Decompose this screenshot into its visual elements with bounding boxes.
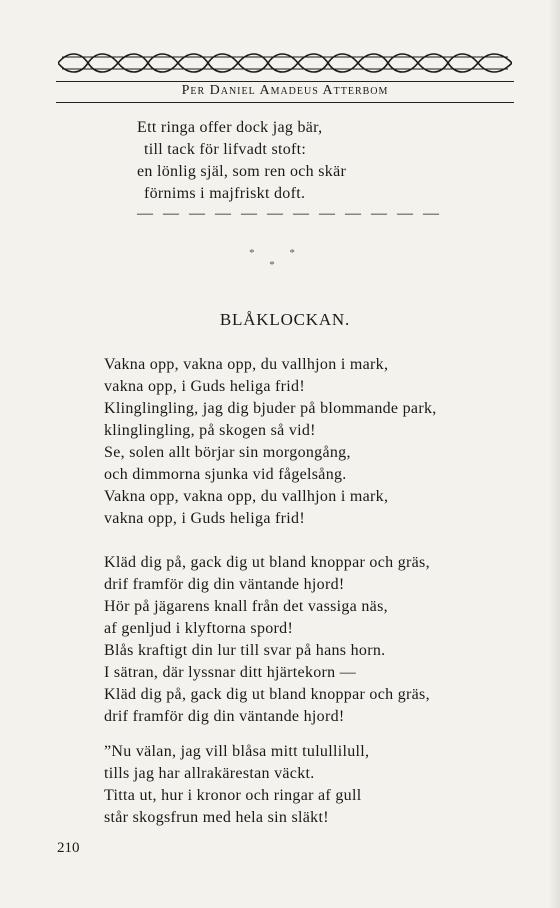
verse-line: Ett ringa offer dock jag bär,: [137, 119, 323, 136]
stanza-2: [104, 552, 430, 728]
header-rule-bottom: [56, 102, 514, 103]
page-edge-shadow: [548, 0, 560, 908]
intro-stanza: [137, 117, 346, 205]
verse-line: drif framför dig din väntande hjord!: [104, 576, 345, 593]
verse-line: Hör på jägarens knall från det vassiga näs,: [104, 598, 388, 615]
verse-line: ”Nu välan, jag vill blåsa mitt tulullilull,: [104, 743, 370, 760]
verse-line: I sätran, där lyssnar ditt hjärtekorn —: [104, 664, 357, 681]
verse-line: af genljud i klyftorna spord!: [104, 620, 294, 637]
verse-line: vakna opp, i Guds heliga frid!: [104, 510, 305, 527]
verse-line: Blås kraftigt din lur till svar på hans horn.: [104, 642, 386, 659]
verse-line: vakna opp, i Guds heliga frid!: [104, 378, 305, 395]
verse-line: Klinglingling, jag dig bjuder på blommande park,: [104, 400, 437, 417]
verse-line: till tack för lifvadt stoft:: [144, 141, 307, 158]
verse-line: en lönlig själ, som ren och skär: [137, 163, 347, 180]
page-number: 210: [57, 840, 80, 856]
section-break-asterisks: * * *: [249, 247, 311, 271]
verse-line: förnims i majfriskt doft.: [144, 185, 306, 202]
verse-line: och dimmorna sjunka vid fågelsång.: [104, 466, 347, 483]
dash-separator: — — — — — — — — — — — —: [137, 205, 442, 222]
verse-line: Titta ut, hur i kronor och ringar af gull: [104, 787, 362, 804]
poem-title: BLÅKLOCKAN.: [219, 310, 351, 329]
header-rule-top: [56, 81, 514, 82]
verse-line: Se, solen allt börjar sin morgongång,: [104, 444, 351, 461]
verse-line: tills jag har allrakärestan väckt.: [104, 765, 315, 782]
verse-line: står skogsfrun med hela sin släkt!: [104, 809, 329, 826]
verse-line: Vakna opp, vakna opp, du vallhjon i mark,: [104, 488, 389, 505]
stanza-3: [104, 741, 369, 829]
verse-line: Kläd dig på, gack dig ut bland knoppar och gräs,: [104, 686, 430, 703]
verse-line: klinglingling, på skogen så vid!: [104, 422, 316, 439]
verse-line: drif framför dig din väntande hjord!: [104, 708, 345, 725]
verse-line: Kläd dig på, gack dig ut bland knoppar och gräs,: [104, 554, 430, 571]
running-head: Per Daniel Amadeus Atterbom: [181, 83, 389, 98]
stanza-1: [104, 354, 437, 530]
ornamental-border: [58, 48, 512, 78]
verse-line: Vakna opp, vakna opp, du vallhjon i mark,: [104, 356, 389, 373]
